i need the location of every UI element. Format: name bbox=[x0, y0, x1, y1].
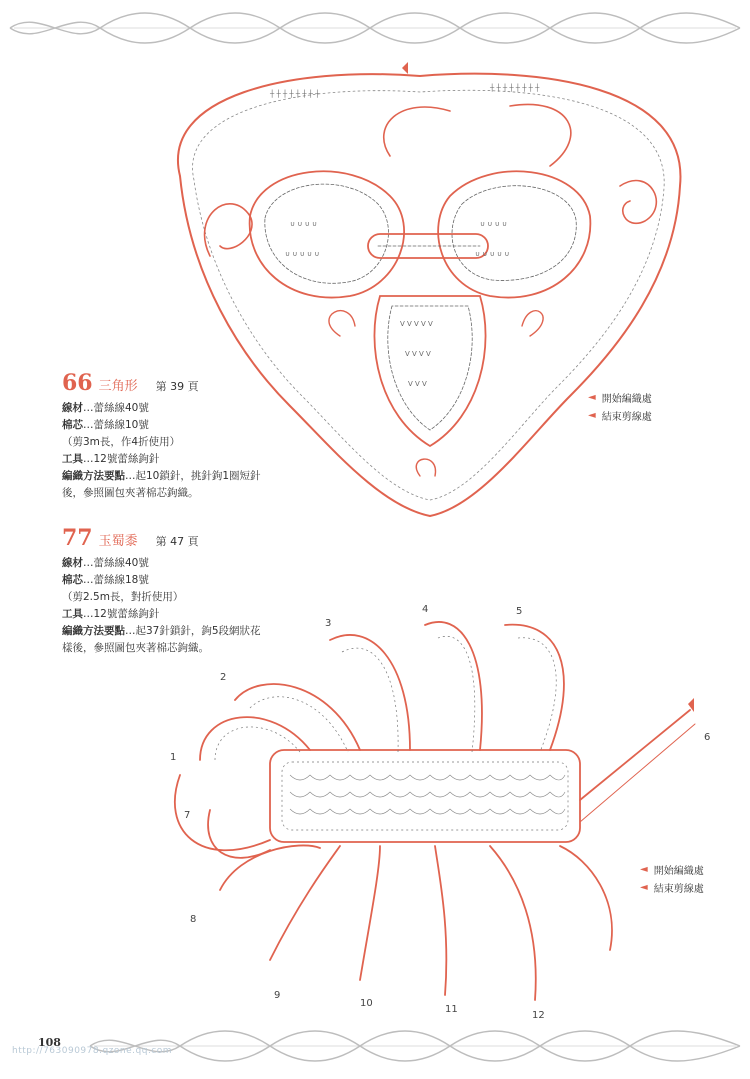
legend-66 bbox=[588, 388, 652, 424]
svg-text:∪ ∪ ∪ ∪: ∪ ∪ ∪ ∪ bbox=[480, 220, 508, 228]
pattern-77-tool: 工具…12號蕾絲鉤針 bbox=[62, 608, 160, 620]
pattern-77-heading bbox=[62, 525, 322, 551]
legend-77-end: ◄ 結束剪線處 bbox=[640, 881, 704, 895]
diagram-77-label-4: 4 bbox=[422, 604, 429, 615]
pattern-77-material: 線材…蕾絲線40號 bbox=[62, 557, 149, 569]
start-arrow-icon: ◄ bbox=[588, 391, 596, 403]
pattern-66-page-ref: 第 39 頁 bbox=[155, 380, 199, 393]
diagram-77-label-10: 10 bbox=[360, 998, 373, 1009]
pattern-77-method: 編織方法要點…起37針鎖針，鉤5段網狀花 bbox=[62, 625, 261, 637]
legend-77-start: ◄ 開始編織處 bbox=[640, 863, 704, 877]
pattern-66-tool: 工具…12號蕾絲鉤針 bbox=[62, 453, 160, 465]
pattern-66-heading bbox=[62, 370, 322, 396]
diagram-77-label-5: 5 bbox=[516, 606, 523, 617]
diagram-77-label-9: 9 bbox=[274, 990, 281, 1001]
pattern-77-number: 77 bbox=[62, 525, 93, 551]
pattern-66-material: 線材…蕾絲線40號 bbox=[62, 402, 149, 414]
pattern-77-core: 棉芯…蕾絲線18號 bbox=[62, 574, 149, 586]
pattern-77-method-cont: 樣後，參照圖包夾著棉芯鉤織。 bbox=[62, 642, 209, 654]
pattern-66-info bbox=[62, 370, 322, 502]
pattern-66-name: 三角形 bbox=[98, 379, 138, 394]
pattern-77-page-ref: 第 47 頁 bbox=[155, 535, 199, 548]
diagram-77-label-7: 7 bbox=[184, 810, 191, 821]
diagram-77-label-11: 11 bbox=[445, 1004, 458, 1015]
start-arrow-icon: ◄ bbox=[640, 863, 648, 875]
pattern-66-core: 棉芯…蕾絲線10號 bbox=[62, 419, 149, 431]
diagram-77-label-12: 12 bbox=[532, 1010, 545, 1020]
pattern-77-core-note: （剪2.5m長，對折使用） bbox=[62, 591, 184, 603]
pattern-77-name: 玉蜀黍 bbox=[98, 534, 138, 549]
legend-66-end: ◄ 結束剪線處 bbox=[588, 409, 652, 423]
svg-text:V V V V V: V V V V V bbox=[400, 320, 433, 328]
diagram-77-label-3: 3 bbox=[325, 618, 332, 629]
crochet-diagram-77-corn bbox=[160, 600, 720, 1020]
end-arrow-icon: ◄ bbox=[588, 409, 596, 421]
diagram-77-label-2: 2 bbox=[220, 672, 227, 683]
pattern-66-core-note: （剪3m長，作4折使用） bbox=[62, 436, 181, 448]
svg-text:┼ ┼ ┼ ┼ ┼ ┼ ┼ ┼: ┼ ┼ ┼ ┼ ┼ ┼ ┼ ┼ bbox=[490, 84, 540, 92]
watermark: http://763090978.qzone.qq.com bbox=[12, 1046, 173, 1056]
pattern-66-number: 66 bbox=[62, 370, 93, 396]
diagram-77-label-8: 8 bbox=[190, 914, 197, 925]
pattern-66-method-cont: 後，參照圖包夾著棉芯鉤織。 bbox=[62, 487, 199, 499]
end-arrow-icon: ◄ bbox=[640, 881, 648, 893]
svg-text:∪ ∪ ∪ ∪ ∪: ∪ ∪ ∪ ∪ ∪ bbox=[285, 250, 320, 258]
svg-text:∪ ∪ ∪ ∪: ∪ ∪ ∪ ∪ bbox=[290, 220, 318, 228]
svg-text:V V V V: V V V V bbox=[405, 350, 431, 358]
decorative-border-top bbox=[0, 6, 750, 50]
page-number: 108 bbox=[38, 1036, 61, 1049]
legend-66-start: ◄ 開始編織處 bbox=[588, 391, 652, 405]
svg-text:┼ ┼ ┼ ┼ ┼ ┼ ┼ ┼: ┼ ┼ ┼ ┼ ┼ ┼ ┼ ┼ bbox=[270, 90, 320, 98]
pattern-66-method: 編織方法要點…起10鎖針，挑針鉤1圈短針 bbox=[62, 470, 261, 482]
svg-text:V V V: V V V bbox=[408, 380, 427, 388]
svg-text:∪ ∪ ∪ ∪ ∪: ∪ ∪ ∪ ∪ ∪ bbox=[475, 250, 510, 258]
diagram-77-label-6: 6 bbox=[704, 732, 711, 743]
diagram-77-label-1: 1 bbox=[170, 752, 177, 763]
legend-77 bbox=[640, 860, 704, 896]
